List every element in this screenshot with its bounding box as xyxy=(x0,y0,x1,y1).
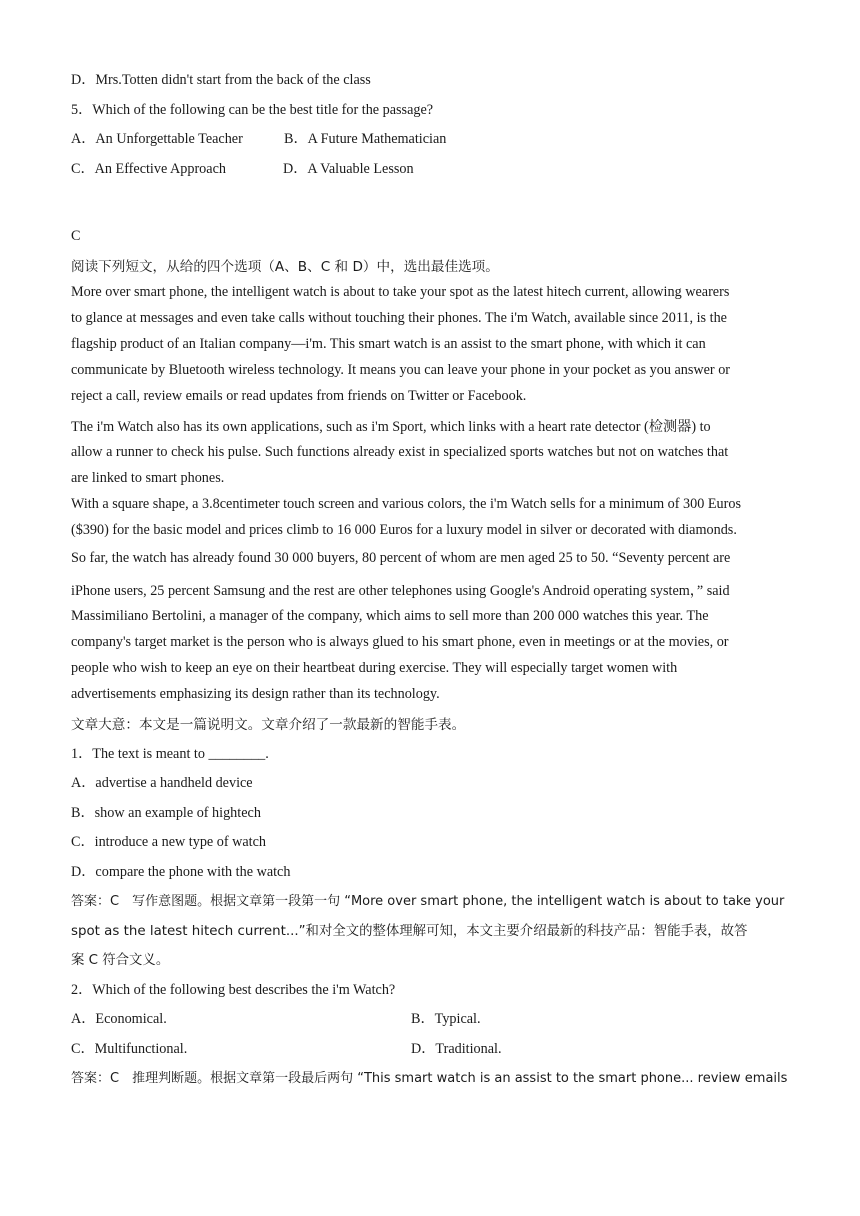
q1-option-c: C．introduce a new type of watch xyxy=(71,834,267,850)
passage-line-15: people who wish to keep an eye on their heartbeat during exercise. They will especially target women with xyxy=(71,660,678,676)
passage-line-10: ($390) for the basic model and prices climb to 16 000 Euros for a luxury model in silver or decorated with diamonds. xyxy=(71,522,737,538)
passage-line-12: iPhone users, 25 percent Samsung and the rest are other telephones using Google's Android operating system，” said xyxy=(71,583,730,599)
passage-line-14: company's target market is the person who is always glued to his smart phone, even in meetings or at the movies, or xyxy=(71,634,729,650)
q5-option-c: C．An Effective Approach xyxy=(71,161,226,177)
q1-answer-line-2: spot as the latest hitech current...”和对全文的整体理解可知，本文主要介绍最新的科技产品：智能手表，故答 xyxy=(71,924,748,939)
q5-option-d: D．A Valuable Lesson xyxy=(283,161,414,177)
q2-stem: 2．Which of the following best describes the i'm Watch? xyxy=(71,982,396,998)
prev-q4-option-d: D．Mrs.Totten didn't start from the back of the class xyxy=(71,72,371,88)
q5-option-a: A．An Unforgettable Teacher xyxy=(71,131,243,147)
q1-answer-line-1: 答案：C 写作意图题。根据文章第一段第一句 “More over smart phone, the intelligent watch is about to take your xyxy=(71,894,785,909)
passage-line-9: With a square shape, a 3.8centimeter touch screen and various colors, the i'm Watch sells for a minimum of 300 Euros xyxy=(71,496,741,512)
q1-option-b: B．show an example of hightech xyxy=(71,805,261,821)
passage-line-4: communicate by Bluetooth wireless technology. It means you can leave your phone in your pocket as you answer or xyxy=(71,362,731,378)
q2-option-c: C．Multifunctional. xyxy=(71,1041,188,1057)
q5-stem: 5．Which of the following can be the best title for the passage? xyxy=(71,102,434,118)
q2-option-b: B．Typical. xyxy=(411,1011,481,1027)
passage-line-1: More over smart phone, the intelligent watch is about to take your spot as the latest hitech current, allowing wearers xyxy=(71,284,730,300)
section-instruction: 阅读下列短文，从给的四个选项（A、B、C 和 D）中，选出最佳选项。 xyxy=(71,259,499,275)
passage-line-16: advertisements emphasizing its design rather than its technology. xyxy=(71,686,440,702)
passage-line-8: are linked to smart phones. xyxy=(71,470,225,486)
q5-option-b: B．A Future Mathematician xyxy=(284,131,447,147)
section-letter: C xyxy=(71,228,81,244)
q2-option-d: D．Traditional. xyxy=(411,1041,502,1057)
q1-option-a: A．advertise a handheld device xyxy=(71,775,253,791)
q2-option-a: A．Economical. xyxy=(71,1011,167,1027)
q1-answer-line-3: 案 C 符合文义。 xyxy=(71,953,170,968)
passage-line-3: flagship product of an Italian company—i'm. This smart watch is an assist to the smart phone, with which it can xyxy=(71,336,706,352)
passage-summary: 文章大意：本文是一篇说明文。文章介绍了一款最新的智能手表。 xyxy=(71,717,466,733)
passage-line-6: The i'm Watch also has its own applications, such as i'm Sport, which links with a heart rate detector (检测器) to xyxy=(71,419,711,435)
passage-line-13: Massimiliano Bertolini, a manager of the company, which aims to sell more than 200 000 watches this year. The xyxy=(71,608,709,624)
q2-answer-line-1: 答案：C 推理判断题。根据文章第一段最后两句 “This smart watch is an assist to the smart phone... review emails xyxy=(71,1071,788,1086)
passage-line-7: allow a runner to check his pulse. Such functions already exist in specialized sports watches but not on watches that xyxy=(71,444,729,460)
passage-line-5: reject a call, review emails or read updates from friends on Twitter or Facebook. xyxy=(71,388,527,404)
q1-option-d: D．compare the phone with the watch xyxy=(71,864,291,880)
passage-line-11: So far, the watch has already found 30 000 buyers, 80 percent of whom are men aged 25 to 50. “Seventy percent are xyxy=(71,550,731,566)
q1-stem: 1．The text is meant to ________. xyxy=(71,746,269,762)
passage-line-2: to glance at messages and even take calls without touching their phones. The i'm Watch, available since 2011, is the xyxy=(71,310,727,326)
